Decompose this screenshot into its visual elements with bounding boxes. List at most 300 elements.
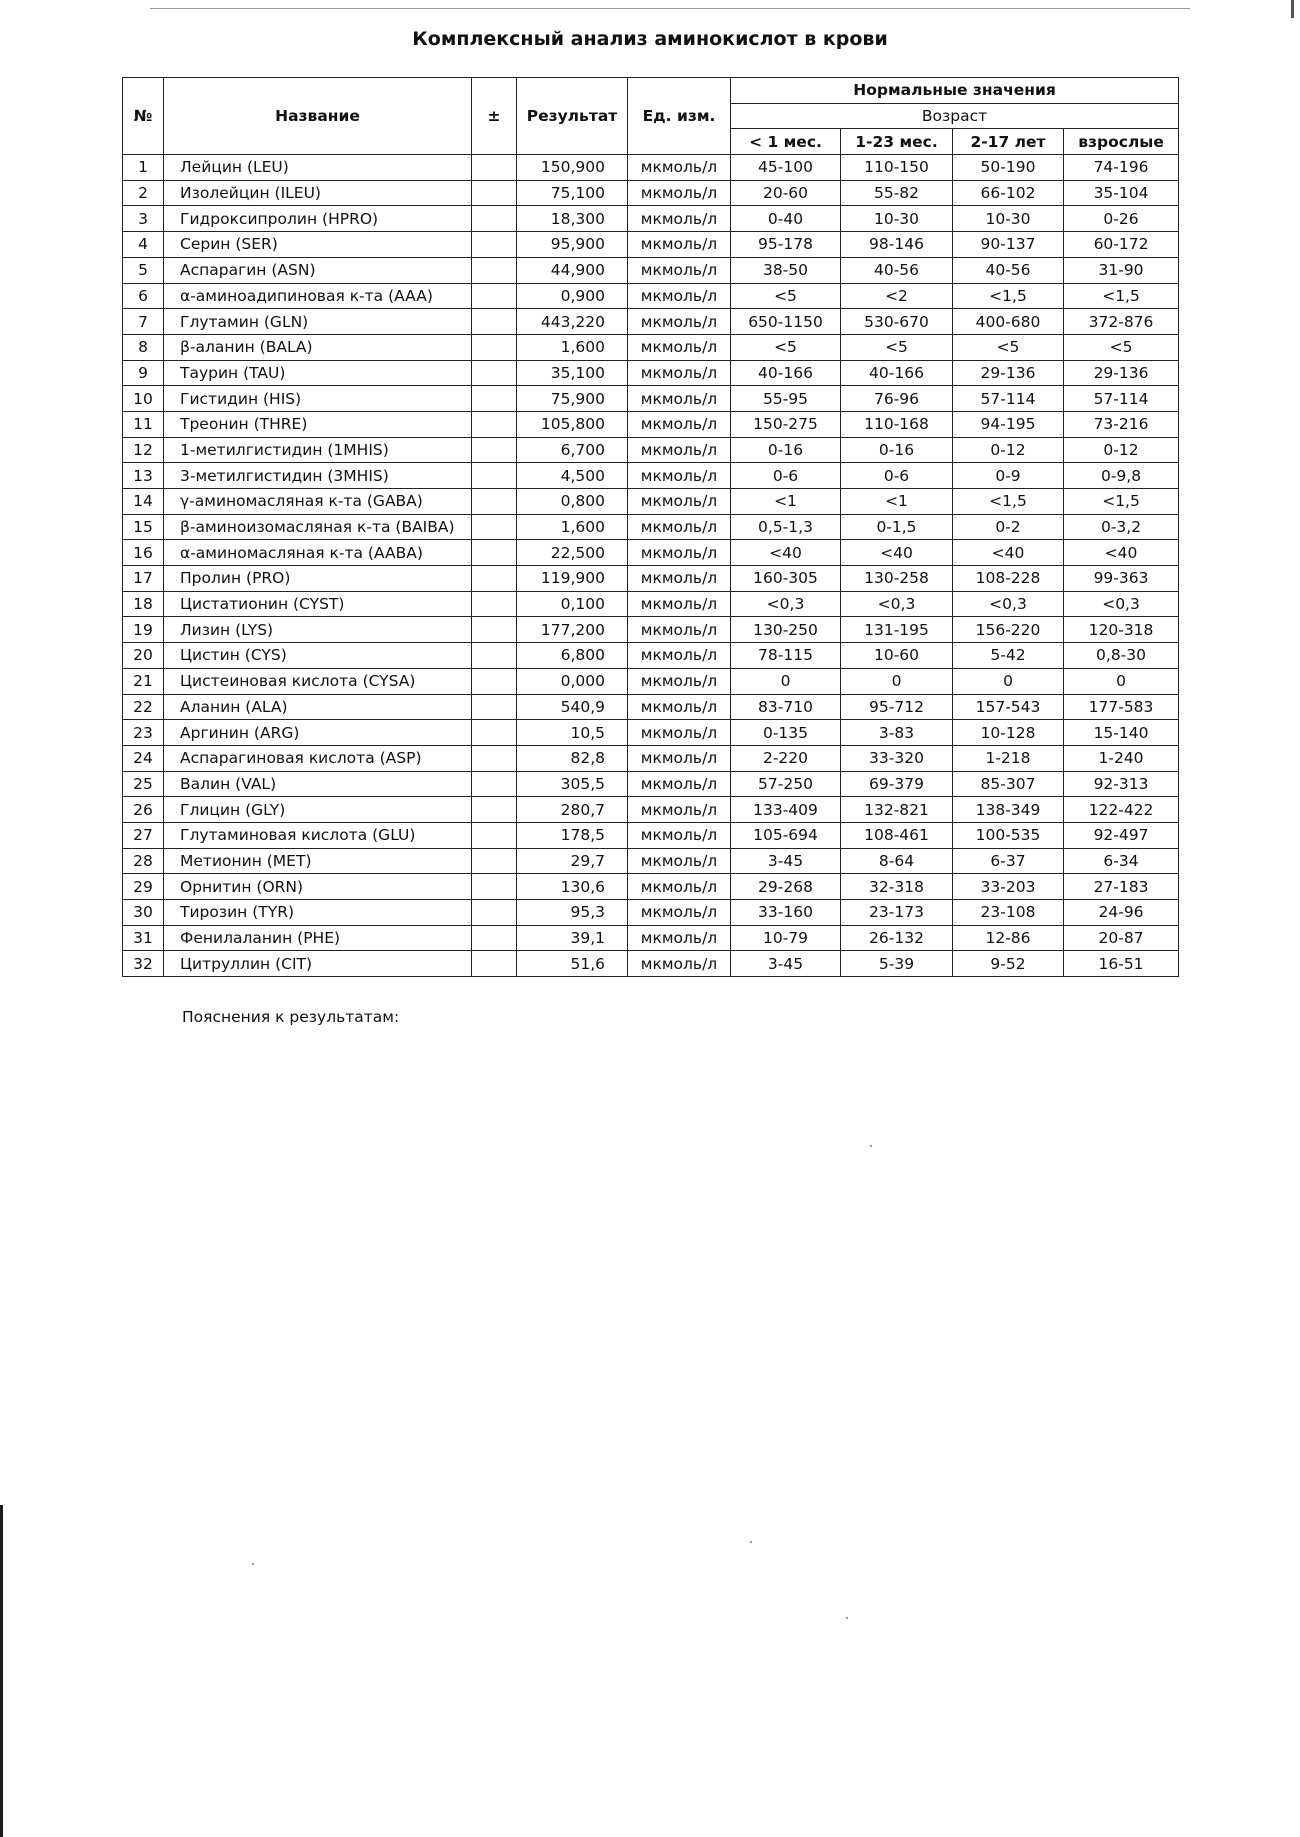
cell-ref-adults: 120-318	[1064, 617, 1179, 643]
cell-ref-2-17-years: 0-2	[953, 514, 1064, 540]
cell-number: 21	[123, 668, 164, 694]
cell-result: 44,900	[517, 257, 628, 283]
cell-ref-2-17-years: 1-218	[953, 745, 1064, 771]
table-row	[123, 360, 1179, 386]
cell-ref-2-17-years: 0-12	[953, 437, 1064, 463]
cell-number: 30	[123, 900, 164, 926]
cell-ref-2-17-years: 0	[953, 668, 1064, 694]
cell-ref-1-23-months: 26-132	[841, 925, 953, 951]
header-age: Возраст	[731, 103, 1179, 129]
cell-result: 6,800	[517, 643, 628, 669]
cell-unit: мкмоль/л	[628, 566, 731, 592]
cell-unit: мкмоль/л	[628, 900, 731, 926]
cell-sign	[472, 745, 517, 771]
cell-unit: мкмоль/л	[628, 514, 731, 540]
cell-ref-2-17-years: 33-203	[953, 874, 1064, 900]
cell-ref-1-23-months: 110-168	[841, 411, 953, 437]
table-row	[123, 489, 1179, 515]
cell-number: 26	[123, 797, 164, 823]
cell-ref-2-17-years: <1,5	[953, 489, 1064, 515]
cell-ref-2-17-years: 29-136	[953, 360, 1064, 386]
cell-ref-2-17-years: 94-195	[953, 411, 1064, 437]
cell-ref-2-17-years: 6-37	[953, 848, 1064, 874]
cell-unit: мкмоль/л	[628, 797, 731, 823]
cell-ref-under-1-month: 2-220	[731, 745, 841, 771]
cell-ref-under-1-month: 10-79	[731, 925, 841, 951]
cell-sign	[472, 206, 517, 232]
cell-number: 5	[123, 257, 164, 283]
cell-number: 11	[123, 411, 164, 437]
cell-ref-2-17-years: 10-128	[953, 720, 1064, 746]
cell-ref-2-17-years: 40-56	[953, 257, 1064, 283]
table-row	[123, 257, 1179, 283]
cell-ref-under-1-month: 0-135	[731, 720, 841, 746]
cell-unit: мкмоль/л	[628, 386, 731, 412]
cell-unit: мкмоль/л	[628, 951, 731, 977]
cell-ref-under-1-month: 3-45	[731, 848, 841, 874]
cell-name: Аспарагин (ASN)	[164, 257, 472, 283]
cell-result: 0,800	[517, 489, 628, 515]
cell-ref-2-17-years: 0-9	[953, 463, 1064, 489]
cell-name: Серин (SER)	[164, 232, 472, 258]
cell-unit: мкмоль/л	[628, 591, 731, 617]
cell-sign	[472, 334, 517, 360]
table-row	[123, 617, 1179, 643]
cell-name: Цитруллин (CIT)	[164, 951, 472, 977]
cell-ref-under-1-month: 150-275	[731, 411, 841, 437]
cell-unit: мкмоль/л	[628, 360, 731, 386]
cell-sign	[472, 668, 517, 694]
cell-name: β-аланин (BALA)	[164, 334, 472, 360]
cell-unit: мкмоль/л	[628, 334, 731, 360]
header-age-group: взрослые	[1064, 129, 1179, 155]
cell-sign	[472, 874, 517, 900]
cell-ref-under-1-month: 45-100	[731, 155, 841, 181]
cell-name: Изолейцин (ILEU)	[164, 180, 472, 206]
cell-number: 16	[123, 540, 164, 566]
cell-name: 1-метилгистидин (1MHIS)	[164, 437, 472, 463]
scan-speck	[750, 1541, 752, 1543]
cell-ref-adults: 60-172	[1064, 232, 1179, 258]
cell-ref-1-23-months: 40-56	[841, 257, 953, 283]
table-row	[123, 463, 1179, 489]
cell-name: Валин (VAL)	[164, 771, 472, 797]
cell-number: 9	[123, 360, 164, 386]
table-row	[123, 540, 1179, 566]
cell-ref-under-1-month: 0,5-1,3	[731, 514, 841, 540]
cell-ref-1-23-months: <5	[841, 334, 953, 360]
cell-ref-1-23-months: 76-96	[841, 386, 953, 412]
cell-ref-adults: 74-196	[1064, 155, 1179, 181]
cell-result: 105,800	[517, 411, 628, 437]
cell-name: Аланин (ALA)	[164, 694, 472, 720]
cell-ref-1-23-months: 23-173	[841, 900, 953, 926]
table-row	[123, 411, 1179, 437]
scan-artifact-corner-mark	[1291, 0, 1294, 18]
cell-ref-adults: 15-140	[1064, 720, 1179, 746]
cell-number: 31	[123, 925, 164, 951]
cell-ref-adults: 0-26	[1064, 206, 1179, 232]
scan-speck	[846, 1617, 848, 1619]
cell-number: 22	[123, 694, 164, 720]
cell-number: 17	[123, 566, 164, 592]
table-row	[123, 720, 1179, 746]
header-sign: ±	[472, 78, 517, 155]
table-row	[123, 848, 1179, 874]
cell-sign	[472, 386, 517, 412]
cell-ref-1-23-months: 130-258	[841, 566, 953, 592]
cell-ref-adults: <1,5	[1064, 489, 1179, 515]
cell-ref-under-1-month: 3-45	[731, 951, 841, 977]
cell-ref-1-23-months: <0,3	[841, 591, 953, 617]
cell-ref-under-1-month: <5	[731, 283, 841, 309]
cell-name: Цистатионин (CYST)	[164, 591, 472, 617]
header-num: №	[123, 78, 164, 155]
cell-ref-2-17-years: 400-680	[953, 309, 1064, 335]
cell-sign	[472, 720, 517, 746]
table-row	[123, 591, 1179, 617]
cell-ref-2-17-years: 90-137	[953, 232, 1064, 258]
cell-result: 18,300	[517, 206, 628, 232]
cell-result: 177,200	[517, 617, 628, 643]
cell-name: Тирозин (TYR)	[164, 900, 472, 926]
cell-ref-2-17-years: 9-52	[953, 951, 1064, 977]
cell-ref-1-23-months: 10-60	[841, 643, 953, 669]
cell-ref-adults: 27-183	[1064, 874, 1179, 900]
cell-ref-adults: 0-3,2	[1064, 514, 1179, 540]
cell-number: 8	[123, 334, 164, 360]
cell-ref-1-23-months: 55-82	[841, 180, 953, 206]
cell-result: 75,100	[517, 180, 628, 206]
cell-ref-1-23-months: 0-1,5	[841, 514, 953, 540]
cell-number: 27	[123, 822, 164, 848]
cell-name: Цистин (CYS)	[164, 643, 472, 669]
cell-unit: мкмоль/л	[628, 771, 731, 797]
cell-ref-under-1-month: 160-305	[731, 566, 841, 592]
cell-ref-under-1-month: 130-250	[731, 617, 841, 643]
cell-ref-1-23-months: 33-320	[841, 745, 953, 771]
cell-unit: мкмоль/л	[628, 489, 731, 515]
cell-unit: мкмоль/л	[628, 463, 731, 489]
cell-ref-under-1-month: 650-1150	[731, 309, 841, 335]
cell-ref-adults: 92-497	[1064, 822, 1179, 848]
table-row	[123, 334, 1179, 360]
cell-unit: мкмоль/л	[628, 206, 731, 232]
cell-sign	[472, 437, 517, 463]
cell-ref-under-1-month: 20-60	[731, 180, 841, 206]
cell-result: 82,8	[517, 745, 628, 771]
table-row	[123, 771, 1179, 797]
cell-ref-1-23-months: 40-166	[841, 360, 953, 386]
cell-sign	[472, 514, 517, 540]
cell-name: Гидроксипролин (HPRO)	[164, 206, 472, 232]
cell-name: Таурин (TAU)	[164, 360, 472, 386]
cell-ref-under-1-month: <1	[731, 489, 841, 515]
cell-unit: мкмоль/л	[628, 745, 731, 771]
cell-sign	[472, 540, 517, 566]
cell-unit: мкмоль/л	[628, 411, 731, 437]
cell-ref-adults: 177-583	[1064, 694, 1179, 720]
cell-unit: мкмоль/л	[628, 309, 731, 335]
cell-ref-1-23-months: 5-39	[841, 951, 953, 977]
cell-result: 540,9	[517, 694, 628, 720]
cell-ref-1-23-months: 0-6	[841, 463, 953, 489]
cell-result: 4,500	[517, 463, 628, 489]
cell-sign	[472, 411, 517, 437]
cell-ref-1-23-months: 132-821	[841, 797, 953, 823]
cell-unit: мкмоль/л	[628, 257, 731, 283]
cell-ref-2-17-years: 57-114	[953, 386, 1064, 412]
cell-ref-adults: 0-12	[1064, 437, 1179, 463]
table-row	[123, 283, 1179, 309]
cell-name: Гистидин (HIS)	[164, 386, 472, 412]
scan-speck	[252, 1563, 254, 1565]
table-row	[123, 386, 1179, 412]
cell-number: 4	[123, 232, 164, 258]
cell-ref-1-23-months: 0	[841, 668, 953, 694]
table-row	[123, 180, 1179, 206]
cell-ref-adults: 1-240	[1064, 745, 1179, 771]
cell-sign	[472, 232, 517, 258]
table-row	[123, 309, 1179, 335]
cell-unit: мкмоль/л	[628, 822, 731, 848]
header-name: Название	[164, 78, 472, 155]
cell-number: 18	[123, 591, 164, 617]
cell-sign	[472, 797, 517, 823]
table-row	[123, 694, 1179, 720]
table-row	[123, 874, 1179, 900]
page-title: Комплексный анализ аминокислот в крови	[412, 28, 888, 50]
cell-ref-adults: <5	[1064, 334, 1179, 360]
cell-ref-under-1-month: 57-250	[731, 771, 841, 797]
cell-number: 28	[123, 848, 164, 874]
cell-sign	[472, 617, 517, 643]
cell-sign	[472, 900, 517, 926]
cell-ref-under-1-month: 0-16	[731, 437, 841, 463]
cell-number: 2	[123, 180, 164, 206]
cell-ref-1-23-months: 8-64	[841, 848, 953, 874]
cell-sign	[472, 257, 517, 283]
cell-ref-2-17-years: <0,3	[953, 591, 1064, 617]
scan-artifact-top-line	[150, 8, 1190, 9]
cell-ref-adults: 92-313	[1064, 771, 1179, 797]
cell-ref-adults: 99-363	[1064, 566, 1179, 592]
cell-number: 1	[123, 155, 164, 181]
cell-sign	[472, 694, 517, 720]
cell-ref-adults: 31-90	[1064, 257, 1179, 283]
cell-sign	[472, 925, 517, 951]
cell-name: Глутамин (GLN)	[164, 309, 472, 335]
cell-ref-1-23-months: 95-712	[841, 694, 953, 720]
cell-sign	[472, 463, 517, 489]
cell-result: 1,600	[517, 514, 628, 540]
cell-ref-adults: 20-87	[1064, 925, 1179, 951]
table-row	[123, 206, 1179, 232]
cell-name: Метионин (MET)	[164, 848, 472, 874]
cell-result: 6,700	[517, 437, 628, 463]
cell-ref-2-17-years: <1,5	[953, 283, 1064, 309]
cell-number: 24	[123, 745, 164, 771]
cell-name: α-аминоадипиновая к-та (AAA)	[164, 283, 472, 309]
cell-ref-adults: <0,3	[1064, 591, 1179, 617]
cell-ref-1-23-months: <40	[841, 540, 953, 566]
cell-unit: мкмоль/л	[628, 643, 731, 669]
cell-ref-2-17-years: 156-220	[953, 617, 1064, 643]
table-row	[123, 566, 1179, 592]
table-row	[123, 951, 1179, 977]
cell-unit: мкмоль/л	[628, 720, 731, 746]
cell-ref-2-17-years: 85-307	[953, 771, 1064, 797]
cell-result: 51,6	[517, 951, 628, 977]
cell-number: 15	[123, 514, 164, 540]
cell-sign	[472, 180, 517, 206]
cell-ref-adults: 6-34	[1064, 848, 1179, 874]
results-notes-label: Пояснения к результатам:	[182, 1008, 400, 1026]
cell-number: 29	[123, 874, 164, 900]
table-header	[123, 78, 1179, 155]
cell-number: 7	[123, 309, 164, 335]
cell-ref-adults: 57-114	[1064, 386, 1179, 412]
cell-ref-under-1-month: 29-268	[731, 874, 841, 900]
cell-name: Лейцин (LEU)	[164, 155, 472, 181]
cell-number: 14	[123, 489, 164, 515]
cell-ref-under-1-month: <0,3	[731, 591, 841, 617]
cell-result: 95,3	[517, 900, 628, 926]
cell-sign	[472, 360, 517, 386]
cell-ref-under-1-month: 78-115	[731, 643, 841, 669]
cell-sign	[472, 951, 517, 977]
header-age-group: 1-23 мес.	[841, 129, 953, 155]
cell-sign	[472, 566, 517, 592]
cell-name: Фенилаланин (PHE)	[164, 925, 472, 951]
scan-artifact-left-edge	[0, 1505, 3, 1837]
cell-ref-adults: 29-136	[1064, 360, 1179, 386]
cell-result: 0,000	[517, 668, 628, 694]
cell-unit: мкмоль/л	[628, 232, 731, 258]
cell-result: 39,1	[517, 925, 628, 951]
cell-number: 6	[123, 283, 164, 309]
header-normal-values: Нормальные значения	[731, 78, 1179, 104]
cell-ref-2-17-years: 10-30	[953, 206, 1064, 232]
cell-sign	[472, 822, 517, 848]
cell-ref-1-23-months: 530-670	[841, 309, 953, 335]
cell-number: 13	[123, 463, 164, 489]
table-row	[123, 155, 1179, 181]
cell-unit: мкмоль/л	[628, 283, 731, 309]
cell-ref-2-17-years: 23-108	[953, 900, 1064, 926]
cell-name: Глицин (GLY)	[164, 797, 472, 823]
cell-ref-adults: 16-51	[1064, 951, 1179, 977]
cell-ref-1-23-months: 0-16	[841, 437, 953, 463]
table-row	[123, 925, 1179, 951]
cell-sign	[472, 643, 517, 669]
cell-name: Глутаминовая кислота (GLU)	[164, 822, 472, 848]
cell-result: 443,220	[517, 309, 628, 335]
cell-number: 25	[123, 771, 164, 797]
table-row	[123, 514, 1179, 540]
cell-name: Цистеиновая кислота (CYSA)	[164, 668, 472, 694]
cell-ref-2-17-years: <40	[953, 540, 1064, 566]
cell-ref-1-23-months: 69-379	[841, 771, 953, 797]
cell-ref-1-23-months: 32-318	[841, 874, 953, 900]
table-row	[123, 745, 1179, 771]
cell-ref-2-17-years: 157-543	[953, 694, 1064, 720]
cell-name: Аспарагиновая кислота (ASP)	[164, 745, 472, 771]
cell-ref-1-23-months: 98-146	[841, 232, 953, 258]
table-row	[123, 437, 1179, 463]
cell-ref-2-17-years: 100-535	[953, 822, 1064, 848]
cell-name: Треонин (THRE)	[164, 411, 472, 437]
cell-number: 12	[123, 437, 164, 463]
cell-result: 10,5	[517, 720, 628, 746]
cell-ref-adults: <1,5	[1064, 283, 1179, 309]
cell-ref-adults: 0,8-30	[1064, 643, 1179, 669]
amino-acid-results-table	[122, 77, 1179, 977]
cell-number: 19	[123, 617, 164, 643]
cell-result: 22,500	[517, 540, 628, 566]
cell-ref-1-23-months: 131-195	[841, 617, 953, 643]
cell-name: Пролин (PRO)	[164, 566, 472, 592]
cell-ref-under-1-month: 133-409	[731, 797, 841, 823]
cell-ref-adults: 122-422	[1064, 797, 1179, 823]
cell-ref-2-17-years: 12-86	[953, 925, 1064, 951]
cell-ref-under-1-month: 83-710	[731, 694, 841, 720]
cell-number: 23	[123, 720, 164, 746]
cell-ref-under-1-month: 0	[731, 668, 841, 694]
cell-ref-1-23-months: 10-30	[841, 206, 953, 232]
table-row	[123, 822, 1179, 848]
cell-ref-2-17-years: 5-42	[953, 643, 1064, 669]
cell-ref-2-17-years: 108-228	[953, 566, 1064, 592]
cell-result: 280,7	[517, 797, 628, 823]
cell-unit: мкмоль/л	[628, 694, 731, 720]
cell-sign	[472, 309, 517, 335]
cell-ref-under-1-month: 95-178	[731, 232, 841, 258]
cell-ref-adults: 24-96	[1064, 900, 1179, 926]
cell-name: Орнитин (ORN)	[164, 874, 472, 900]
cell-result: 0,900	[517, 283, 628, 309]
cell-result: 130,6	[517, 874, 628, 900]
cell-unit: мкмоль/л	[628, 180, 731, 206]
cell-ref-adults: <40	[1064, 540, 1179, 566]
table-row	[123, 232, 1179, 258]
table-body	[123, 155, 1179, 977]
cell-result: 305,5	[517, 771, 628, 797]
cell-sign	[472, 155, 517, 181]
table-row	[123, 900, 1179, 926]
cell-result: 119,900	[517, 566, 628, 592]
cell-unit: мкмоль/л	[628, 668, 731, 694]
cell-ref-under-1-month: 40-166	[731, 360, 841, 386]
cell-sign	[472, 771, 517, 797]
cell-ref-1-23-months: <1	[841, 489, 953, 515]
cell-unit: мкмоль/л	[628, 925, 731, 951]
cell-name: β-аминоизомасляная к-та (BAIBA)	[164, 514, 472, 540]
cell-unit: мкмоль/л	[628, 617, 731, 643]
cell-ref-adults: 0-9,8	[1064, 463, 1179, 489]
cell-number: 20	[123, 643, 164, 669]
cell-ref-adults: 0	[1064, 668, 1179, 694]
cell-result: 29,7	[517, 848, 628, 874]
cell-name: γ-аминомасляная к-та (GABA)	[164, 489, 472, 515]
cell-ref-1-23-months: 3-83	[841, 720, 953, 746]
cell-ref-2-17-years: 50-190	[953, 155, 1064, 181]
cell-unit: мкмоль/л	[628, 540, 731, 566]
cell-name: Лизин (LYS)	[164, 617, 472, 643]
cell-ref-under-1-month: 38-50	[731, 257, 841, 283]
table-row	[123, 668, 1179, 694]
cell-ref-under-1-month: <40	[731, 540, 841, 566]
